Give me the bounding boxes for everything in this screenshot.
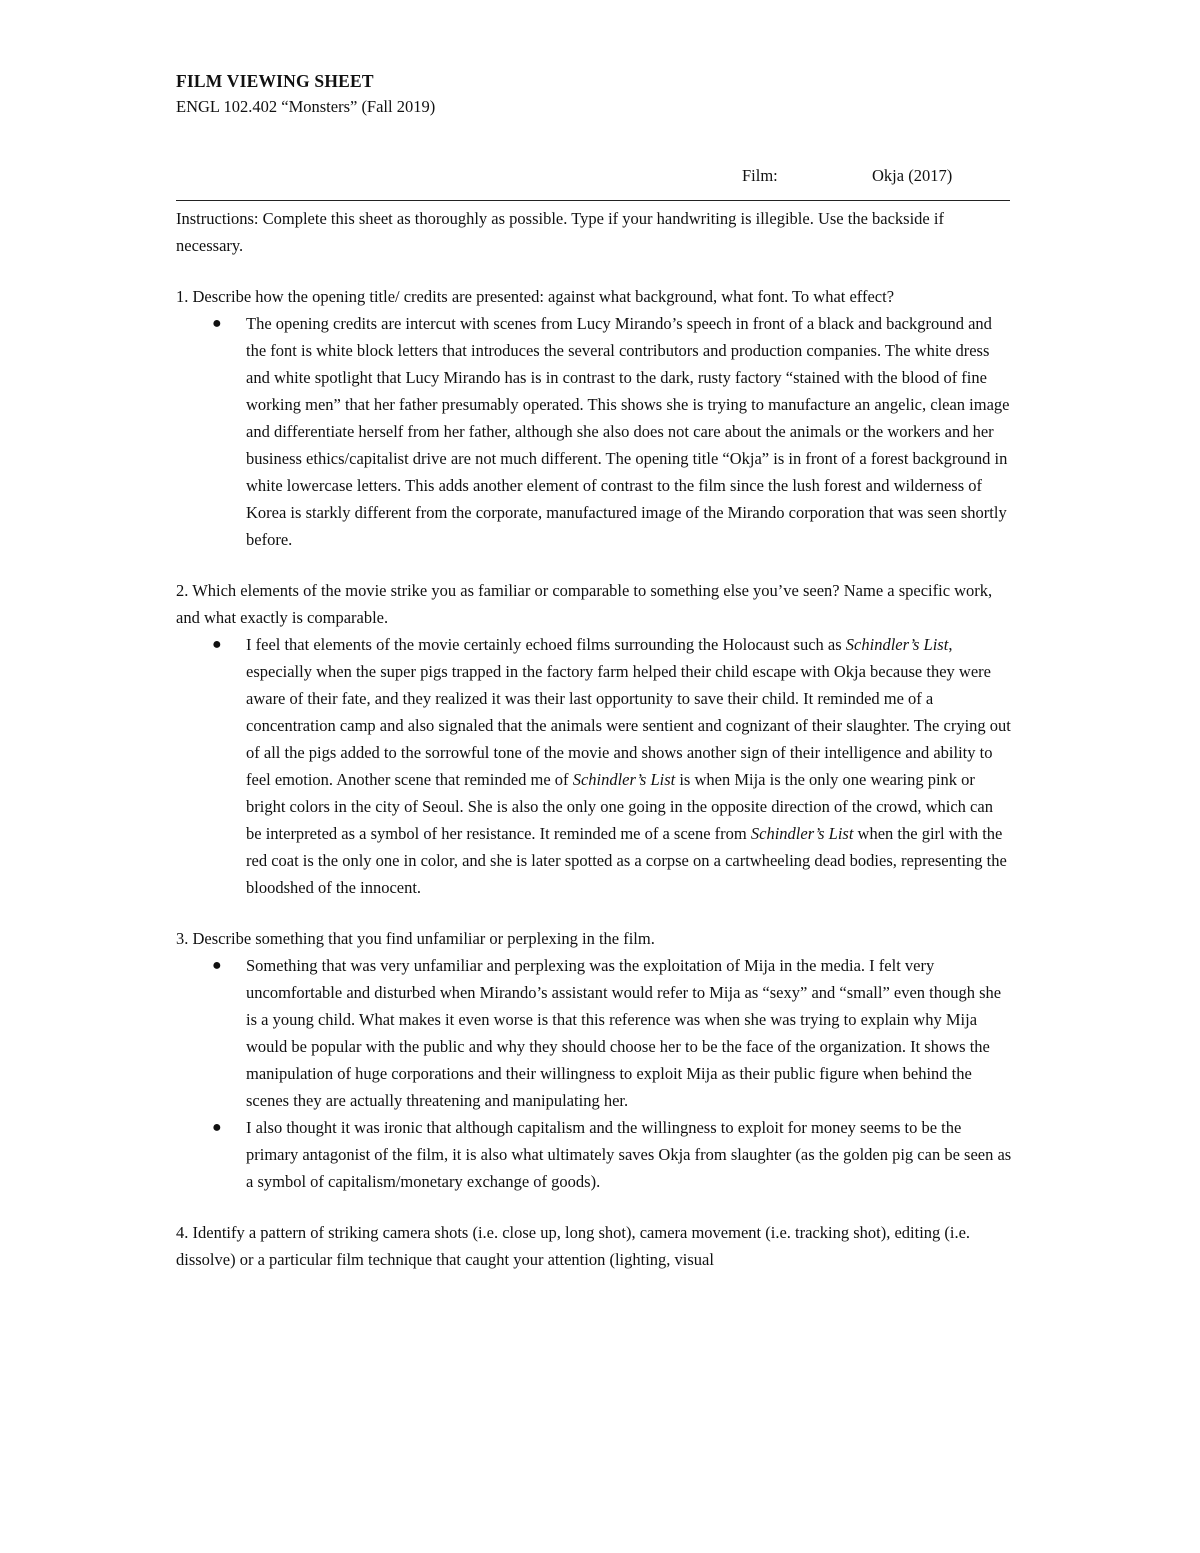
answer-item [212,310,1012,553]
answer-segment: when the girl with the red coat is the only one in color, and she is later spotted as a corpse on a cartwheeling dead bodies, representing the bloodshed of the innocent. [246,824,1007,897]
bullet-icon: ● [212,1119,222,1136]
question-prompt: 3. Describe something that you find unfamiliar or perplexing in the film. [176,929,655,948]
film-reference-italic: Schindler’s List [572,770,676,789]
film-reference-italic: Schindler’s List [845,635,949,654]
question-4 [176,1219,1012,1273]
answer-text [246,314,1010,549]
document-title: FILM VIEWING SHEET [176,71,374,91]
answer-text [246,635,1011,897]
answer-segment: I feel that elements of the movie certainly echoed films surrounding the Holocaust such as [246,635,846,654]
bullet-icon: ● [212,315,222,332]
film-row [176,162,1012,188]
answer-item [212,631,1012,901]
answer-text [246,956,1001,1110]
instructions-text: Instructions: Complete this sheet as thoroughly as possible. Type if your handwriting is illegible. Use the backside if necessary. [176,209,944,255]
bullet-icon: ● [212,957,222,974]
question-prompt: 2. Which elements of the movie strike you as familiar or comparable to something else you’ve seen? Name a specific work, and what exactly is comparable. [176,581,993,627]
answer-item [212,952,1012,1114]
answer-segment: , especially when the super pigs trapped in the factory farm helped their child escape with Okja because they were aware of their fate, and they realized it was their last opportunity to save their child. It reminded me of a concentration camp and also signaled that the animals were sentient and cognizant of their slaughter. The crying out of all the pigs added to the sorrowful tone of the movie and shows another sign of their intelligence and ability to feel emotion. Another scene that reminded me of [246,635,1011,789]
answer-list [176,952,1012,1195]
answer-list [176,631,1012,901]
answer-item [212,1114,1012,1195]
film-viewing-sheet [176,68,1012,1273]
film-label: Film: [742,166,778,185]
answer-list [176,310,1012,553]
header-divider [176,200,1010,201]
answer-segment: is when Mija is the only one wearing pink or bright colors in the city of Seoul. She is also the only one going in the opposite direction of the crowd, which can be interpreted as a symbol of her resistance. It reminded me of a scene from [246,770,993,843]
question-2 [176,577,1012,901]
question-prompt: 1. Describe how the opening title/ credits are presented: against what background, what font. To what effect? [176,287,895,306]
film-title-value: Okja (2017) [872,166,953,185]
course-subtitle: ENGL 102.402 “Monsters” (Fall 2019) [176,97,436,116]
answer-segment: Something that was very unfamiliar and perplexing was the exploitation of Mija in the media. I felt very uncomfortable and disturbed when Mirando’s assistant would refer to Mija as “sexy” and “small” even though she is a young child. What makes it even worse is that this reference was when she was trying to explain why Mija would be popular with the public and why they should choose her to be the face of the organization. It shows the manipulation of huge corporations and their willingness to exploit Mija as their public figure when behind the scenes they are actually threatening and manipulating her. [246,956,1002,1110]
question-3 [176,925,1012,1195]
answer-segment: I also thought it was ironic that although capitalism and the willingness to exploit for money seems to be the primary antagonist of the film, it is also what ultimately saves Okja from slaughter (as the golden pig can be seen as a symbol of capitalism/monetary exchange of goods). [246,1118,1012,1191]
answer-text [246,1118,1011,1191]
film-reference-italic: Schindler’s List [750,824,854,843]
question-1 [176,283,1012,553]
answer-segment: The opening credits are intercut with scenes from Lucy Mirando’s speech in front of a black and background and the font is white block letters that introduces the several contributors and production companies. The white dress and white spotlight that Lucy Mirando has is in contrast to the dark, rusty factory “stained with the blood of fine working men” that her father presumably operated. This shows she is trying to manufacture an angelic, clean image and differentiate herself from her father, although she also does not care about the animals or the workers and her business ethics/capitalist drive are not much different. The opening title “Okja” is in front of a forest background in white lowercase letters. This adds another element of contrast to the film since the lush forest and wilderness of Korea is starkly different from the corporate, manufactured image of the Mirando corporation that was seen shortly before. [246,314,1010,549]
question-prompt: 4. Identify a pattern of striking camera shots (i.e. close up, long shot), camera movement (i.e. tracking shot), editing (i.e. dissolve) or a particular film technique that caught your attention (lighting, visual [176,1223,971,1269]
bullet-icon: ● [212,636,222,653]
